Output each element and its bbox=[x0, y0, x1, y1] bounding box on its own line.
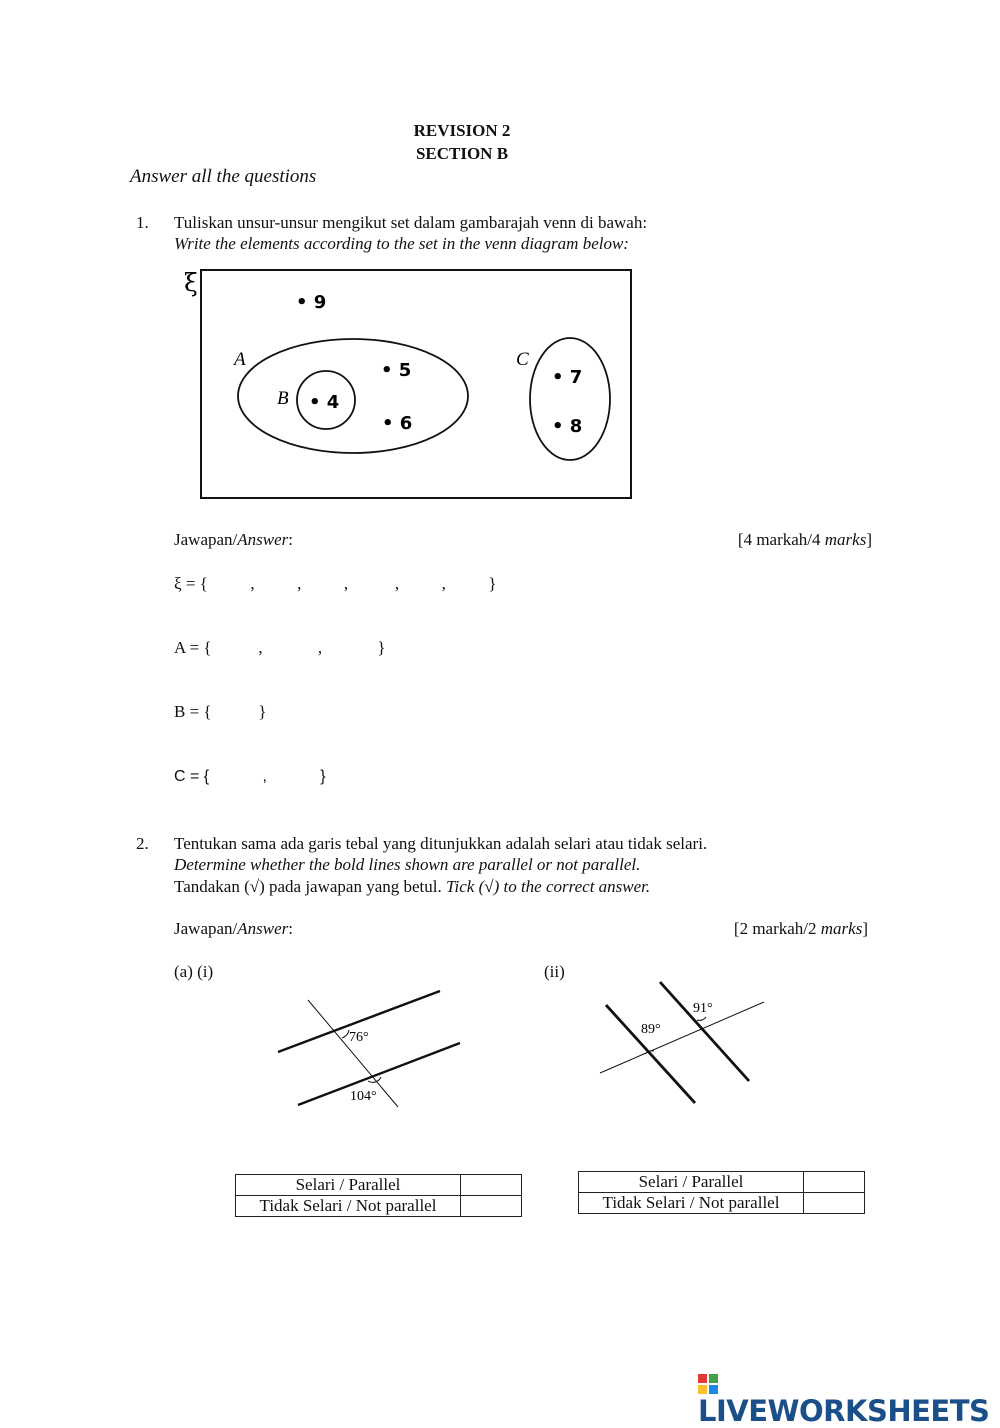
set-universal-answer[interactable]: ξ = { , , , , , } bbox=[174, 574, 497, 593]
q2-text-ms: Tentukan sama ada garis tebal yang ditunjukkan adalah selari atau tidak selari. bbox=[174, 834, 708, 853]
option-parallel-label: Selari / Parallel bbox=[236, 1175, 461, 1196]
angle-104: 104° bbox=[350, 1089, 377, 1104]
revision-title: REVISION 2 bbox=[413, 121, 511, 140]
table-row bbox=[236, 1196, 522, 1217]
angle-76: 76° bbox=[349, 1030, 369, 1045]
element-6: • 6 bbox=[382, 413, 413, 434]
part-ii-label: (ii) bbox=[544, 962, 565, 981]
q2-marks-prefix: [2 markah/2 bbox=[733, 919, 821, 938]
tick-box-parallel-i[interactable] bbox=[461, 1175, 522, 1196]
set-b-answer[interactable]: B = { } bbox=[174, 702, 267, 721]
q1-marks bbox=[738, 530, 872, 550]
tick-box-not-parallel-ii[interactable] bbox=[804, 1193, 865, 1214]
answer-table-ii bbox=[578, 1171, 865, 1214]
table-row bbox=[579, 1172, 865, 1193]
element-8: • 8 bbox=[552, 416, 583, 437]
tick-box-parallel-ii[interactable] bbox=[804, 1172, 865, 1193]
part-i-label: (a) (i) bbox=[174, 962, 214, 981]
logo-square-blue bbox=[709, 1385, 718, 1394]
q1-answer-label-en: Answer bbox=[237, 530, 289, 549]
set-a-label: A bbox=[234, 349, 246, 370]
q1-marks-word: marks bbox=[824, 530, 867, 549]
option-not-parallel-label: Tidak Selari / Not parallel bbox=[579, 1193, 804, 1214]
q2-tick-en: Tick (√) to the correct answer. bbox=[446, 877, 651, 896]
table-row bbox=[236, 1175, 522, 1196]
q1-text-en: Write the elements according to the set in the venn diagram below: bbox=[174, 234, 629, 253]
element-9: • 9 bbox=[296, 292, 327, 313]
bold-line-bottom bbox=[298, 1043, 460, 1105]
q1-number: 1. bbox=[136, 213, 149, 232]
q2-tick-instruction bbox=[174, 877, 650, 897]
parallel-lines-diagram-ii bbox=[592, 975, 777, 1110]
set-b-label: B bbox=[277, 388, 289, 409]
venn-diagram bbox=[180, 262, 640, 504]
bold-line-left bbox=[606, 1005, 695, 1103]
element-4: • 4 bbox=[309, 392, 340, 413]
q1-answer-label-ms: Jawapan/ bbox=[174, 530, 238, 549]
instruction: Answer all the questions bbox=[130, 166, 317, 187]
bold-line-right bbox=[660, 982, 749, 1081]
q1-marks-suffix: ] bbox=[866, 530, 872, 549]
answer-table-i bbox=[235, 1174, 522, 1217]
logo-text: LIVEWORKSHEETS bbox=[698, 1394, 990, 1428]
q2-answer-label-ms: Jawapan/ bbox=[174, 919, 238, 938]
q2-text-en: Determine whether the bold lines shown are parallel or not parallel. bbox=[174, 855, 641, 874]
logo-square-yellow bbox=[698, 1385, 707, 1394]
liveworksheets-logo[interactable] bbox=[698, 1374, 1000, 1428]
universal-symbol: ξ bbox=[184, 268, 198, 297]
tick-box-not-parallel-i[interactable] bbox=[461, 1196, 522, 1217]
option-not-parallel-label: Tidak Selari / Not parallel bbox=[236, 1196, 461, 1217]
set-a-answer[interactable]: A = { , , } bbox=[174, 638, 386, 657]
parallel-lines-diagram-i bbox=[270, 985, 470, 1110]
angle-arc-right bbox=[697, 1017, 706, 1020]
set-a-ellipse bbox=[238, 339, 468, 453]
option-parallel-label: Selari / Parallel bbox=[579, 1172, 804, 1193]
transversal-line bbox=[600, 1002, 764, 1073]
q2-marks bbox=[734, 919, 868, 939]
q2-number: 2. bbox=[136, 834, 149, 853]
set-c-label: C bbox=[516, 349, 529, 370]
set-c-ellipse bbox=[530, 338, 610, 460]
angle-arc-top bbox=[342, 1030, 349, 1038]
section-title: SECTION B bbox=[415, 144, 509, 163]
element-5: • 5 bbox=[381, 360, 412, 381]
q2-answer-label bbox=[174, 919, 293, 939]
angle-91: 91° bbox=[693, 1001, 713, 1016]
table-row bbox=[579, 1193, 865, 1214]
element-7: • 7 bbox=[552, 367, 583, 388]
logo-square-green bbox=[709, 1374, 718, 1383]
q1-marks-prefix: [4 markah/4 bbox=[737, 530, 825, 549]
logo-square-red bbox=[698, 1374, 707, 1383]
q1-text-ms: Tuliskan unsur-unsur mengikut set dalam gambarajah venn di bawah: bbox=[174, 213, 648, 232]
q2-marks-suffix: ] bbox=[862, 919, 868, 938]
q1-answer-colon: : bbox=[288, 530, 293, 549]
logo-mark-icon bbox=[698, 1374, 718, 1394]
q2-answer-label-en: Answer bbox=[237, 919, 289, 938]
q2-marks-word: marks bbox=[820, 919, 863, 938]
q1-answer-label bbox=[174, 530, 293, 550]
q2-tick-ms: Tandakan (√) pada jawapan yang betul. bbox=[174, 877, 442, 896]
angle-89: 89° bbox=[641, 1022, 661, 1037]
q2-answer-colon: : bbox=[288, 919, 293, 938]
set-c-answer[interactable]: C = { , } bbox=[174, 768, 326, 785]
